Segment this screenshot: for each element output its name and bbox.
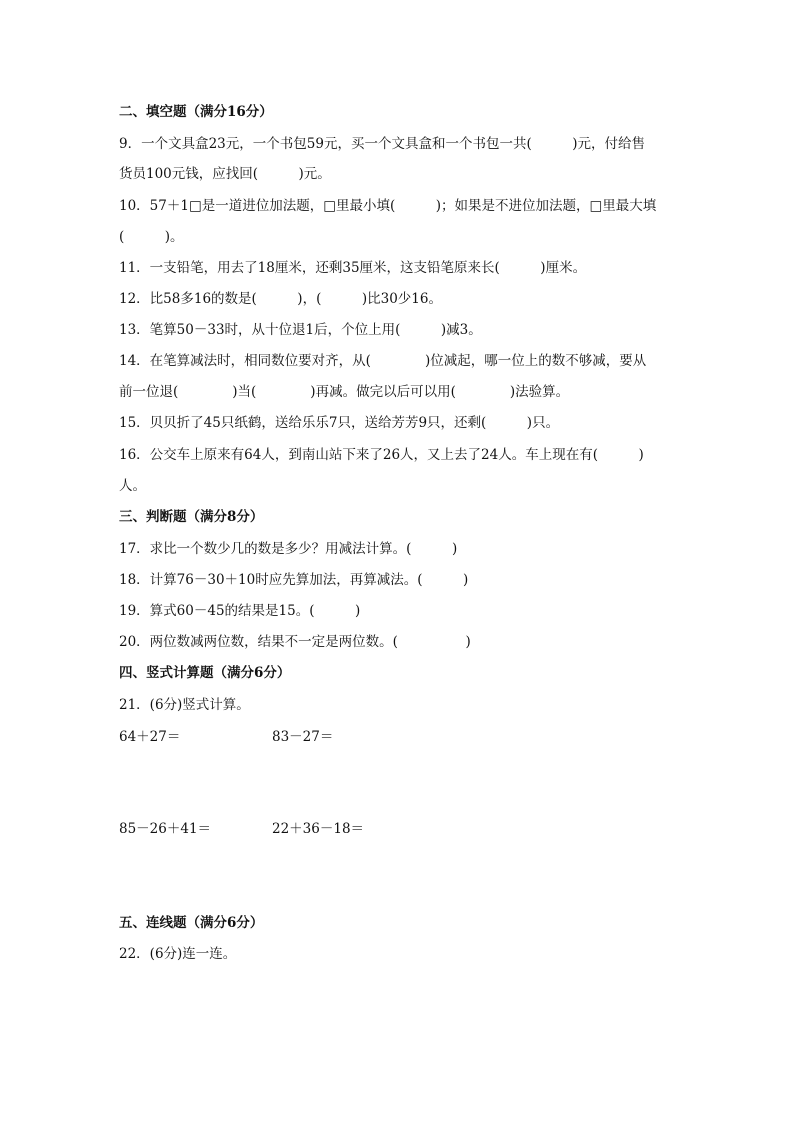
question-9-line-2: 货员100元钱，应找回( )元。 xyxy=(119,166,331,182)
calc-expression-4: 22＋36－18＝ xyxy=(272,821,365,837)
calc-expression-2: 83－27＝ xyxy=(272,729,334,745)
question-20: 20．两位数减两位数，结果不一定是两位数。( ) xyxy=(119,634,471,650)
section-heading-true-false: 三、判断题（满分8分） xyxy=(119,509,264,525)
question-11: 11．一支铅笔，用去了18厘米，还剩35厘米，这支铅笔原来长( )厘米。 xyxy=(119,260,587,276)
question-10-line-2: ( )。 xyxy=(119,229,184,245)
question-19: 19．算式60－45的结果是15。( ) xyxy=(119,603,361,619)
section-heading-fill-blank: 二、填空题（满分16分） xyxy=(119,104,273,120)
question-15: 15．贝贝折了45只纸鹤，送给乐乐7只，送给芳芳9只，还剩( )只。 xyxy=(119,415,560,431)
question-22: 22．(6分)连一连。 xyxy=(119,946,237,962)
calc-expression-1: 64＋27＝ xyxy=(119,729,181,745)
question-12: 12．比58多16的数是( )，( )比30少16。 xyxy=(119,291,442,307)
question-16-line-2: 人。 xyxy=(119,478,146,494)
question-14-line-1: 14．在笔算减法时，相同数位要对齐，从( )位减起，哪一位上的数不够减，要从 xyxy=(119,353,647,369)
question-16-line-1: 16．公交车上原来有64人，到南山站下来了26人，又上去了24人。车上现在有( ) xyxy=(119,447,644,463)
question-18: 18．计算76－30＋10时应先算加法，再算减法。( ) xyxy=(119,572,469,588)
question-10-line-1: 10．57＋1□是一道进位加法题，□里最小填( )；如果是不进位加法题，□里最大填 xyxy=(119,198,657,214)
question-17: 17．求比一个数少几的数是多少？用减法计算。( ) xyxy=(119,541,458,557)
calc-expression-3: 85－26＋41＝ xyxy=(119,821,212,837)
question-21: 21．(6分)竖式计算。 xyxy=(119,697,250,713)
question-14-line-2: 前一位退( )当( )再减。做完以后可以用( )法验算。 xyxy=(119,384,570,400)
question-13: 13．笔算50－33时，从十位退1后，个位上用( )减3。 xyxy=(119,322,482,338)
question-9-line-1: 9．一个文具盒23元，一个书包59元，买一个文具盒和一个书包一共( )元，付给售 xyxy=(119,136,645,152)
section-heading-matching: 五、连线题（满分6分） xyxy=(119,915,264,931)
section-heading-vertical-calc: 四、竖式计算题（满分6分） xyxy=(119,665,291,681)
